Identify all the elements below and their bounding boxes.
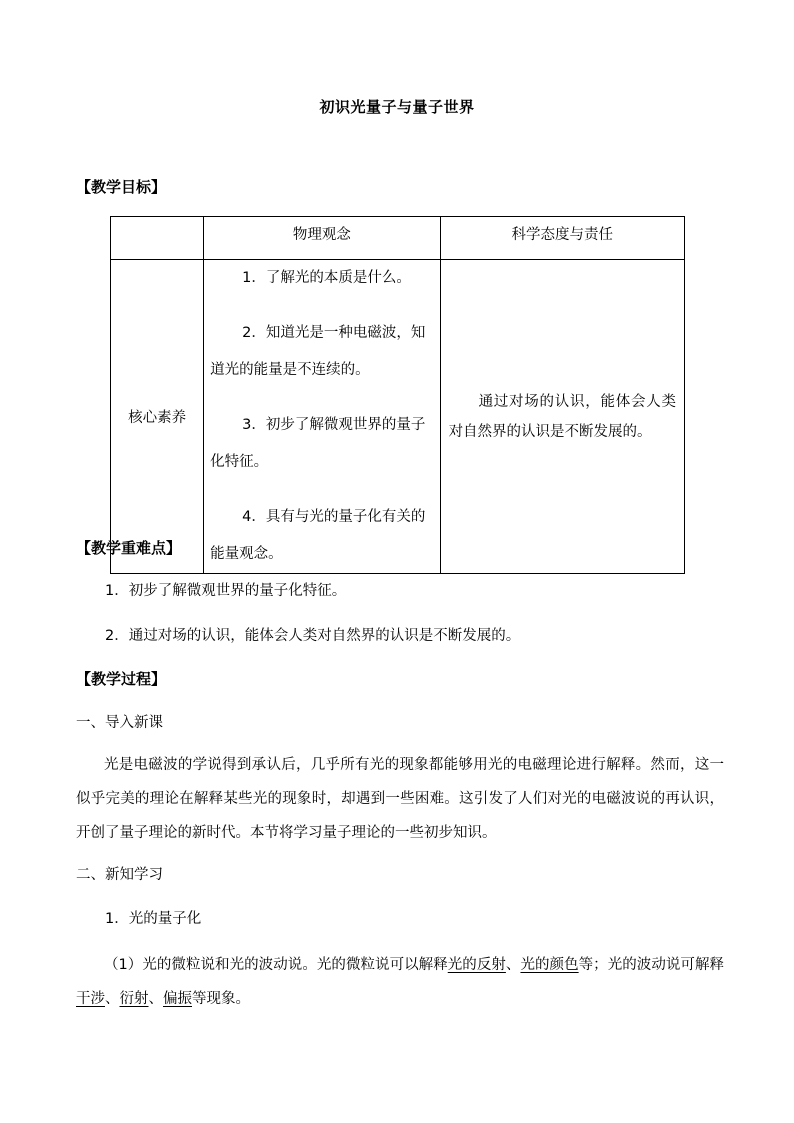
physics-item: 2．知道光是一种电磁波，知道光的能量是不连续的。 — [210, 325, 426, 378]
attitude-cell — [440, 260, 684, 574]
section-title-new-knowledge: 二、新知学习 — [76, 867, 163, 883]
physics-items-cell — [204, 260, 440, 574]
table-header-row — [111, 217, 685, 260]
physics-item: 3．初步了解微观世界的量子化特征。 — [210, 417, 426, 470]
goals-heading: 【教学目标】 — [76, 178, 167, 196]
table-row — [111, 260, 685, 574]
table-header-empty — [111, 217, 204, 260]
table-header-physics: 物理观念 — [204, 217, 440, 260]
section-title-intro: 一、导入新课 — [76, 715, 163, 731]
subsection-title-light-quantization: 1．光的量子化 — [105, 911, 202, 927]
goals-table — [110, 216, 685, 574]
underlined-term: 干涉 — [76, 991, 105, 1007]
process-heading: 【教学过程】 — [76, 670, 167, 688]
underlined-term: 衍射 — [119, 991, 149, 1007]
attitude-text: 通过对场的认识，能体会人类对自然界的认识是不断发展的。 — [448, 393, 676, 440]
table-header-attitude: 科学态度与责任 — [440, 217, 684, 260]
item-paragraph: （1）光的微粒说和光的波动说。光的微粒说可以解释光的反射、光的颜色等；光的波动说可解释干涉、衍射、偏振等现象。 — [76, 957, 725, 1007]
underlined-term: 偏振 — [163, 991, 192, 1007]
physics-item: 4．具有与光的量子化有关的能量观念。 — [210, 509, 426, 562]
difficulty-heading: 【教学重难点】 — [76, 539, 182, 557]
physics-item: 1．了解光的本质是什么。 — [242, 270, 411, 286]
difficulty-item: 2．通过对场的认识，能体会人类对自然界的认识是不断发展的。 — [105, 628, 521, 644]
document-title: 初识光量子与量子世界 — [319, 98, 475, 116]
row-label-core-literacy: 核心素养 — [111, 260, 204, 574]
underlined-term: 光的反射 — [447, 957, 506, 973]
intro-paragraph: 光是电磁波的学说得到承认后，几乎所有光的现象都能够用光的电磁理论进行解释。然而，这一似乎完美的理论在解释某些光的现象时，却遇到一些困难。这引发了人们对光的电磁波说的再认识，开创了量子理论的新时代。本节将学习量子理论的一些初步知识。 — [76, 757, 724, 841]
difficulty-item: 1．初步了解微观世界的量子化特征。 — [105, 583, 347, 599]
underlined-term: 光的颜色 — [520, 957, 579, 973]
